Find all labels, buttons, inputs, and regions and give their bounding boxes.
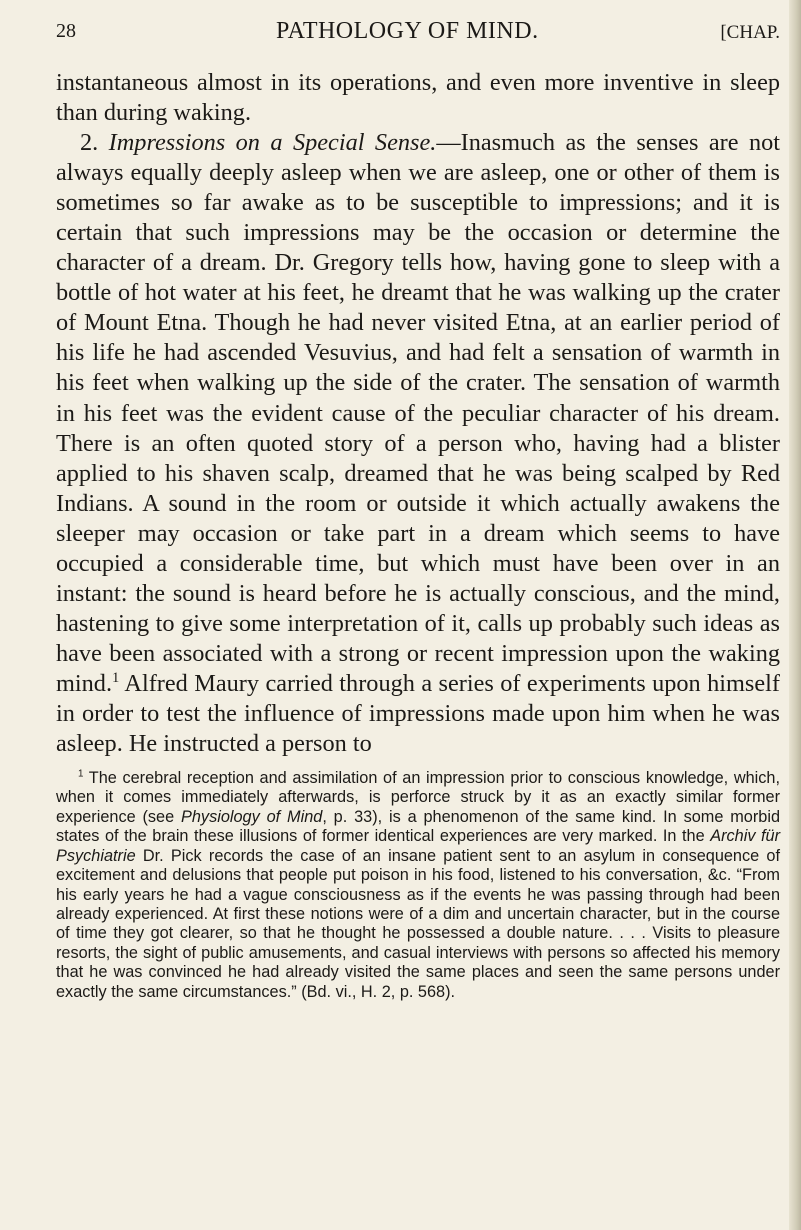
heading-dash: — (436, 129, 461, 157)
running-header (56, 14, 780, 54)
footnote-citation-1: Physiology of Mind (181, 807, 323, 826)
book-page (56, 14, 780, 1002)
chapter-marker: [CHAP. (720, 22, 780, 43)
paragraph-text: Inasmuch as the senses are not always equally deeply asleep when we are asleep, one or other of them is sometimes so far awake as to be susceptible to impressions; and it is certain that such impressions may be the occasion or determine the character of a dream. Dr. Gregory tells how, having gone to sleep with a bottle of hot water at his feet, he dreamt that he was walking up the crater of Mount Etna. Though he had never visited Etna, at an earlier period of his life he had ascended Vesuvius, and had felt a sensation of warmth in his feet when walking up the side of the crater. The sensation of warmth in his feet was the evident cause of the peculiar character of his dream. There is an often quoted story of a person who, having had a blister applied to his shaven scalp, dreamed that he was being scalped by Red Indians. A sound in the room or outside it which actually awakens the sleeper may occasion or take part in a dream which seems to have occupied a considerable time, but which must have been over in an instant: the sound is heard before he is actually conscious, and the mind, hastening to give some interpretation of it, calls up probably such ideas as have been associated with a strong or recent impression upon the waking mind. (56, 129, 780, 697)
footnote-text-1: The cerebral reception and assimilation of an impression prior to conscious knowledge, which, when it comes immediately afterwards, is perforce struck by it as an exactly similar former experience (see (56, 769, 780, 826)
section-heading: Impressions on a Special Sense. (108, 129, 437, 157)
footnote-citation-2: Archiv für Psychiatrie (56, 827, 780, 865)
paragraph-impressions (56, 128, 780, 759)
footnote-text-2: , p. 33), is a phenomenon of the same kind. In some morbid states of the brain these illusions of former identical experiences are very marked. In the (56, 807, 781, 846)
section-number: 2. (80, 129, 109, 157)
footnote-text-3: Dr. Pick records the case of an insane patient sent to an asylum in consequence of excitement and delusions that people put poison in his food, listened to his conversation, &c. “From his early years he had a vague consciousness as if the events he was passing through had been already experienced. At first these notions were of a dim and uncertain character, but in the course of time they got clearer, so that he thought he possessed a double nature. . . . Visits to pleasure resorts, the sight of public amusements, and casual interviews with persons so affected his memory that he was convinced he had already visited the same places and seen the same persons under exactly the same circumstances.” (Bd. vi., H. 2, p. 568). (56, 846, 780, 1001)
footnote-ref: 1 (112, 669, 120, 686)
footnote-marker: 1 (78, 768, 84, 780)
paragraph-continued: instantaneous almost in its operations, and even more inventive in sleep than during waking. (56, 69, 780, 127)
page-edge (789, 0, 801, 1230)
footnote (56, 769, 780, 1002)
running-title: PATHOLOGY OF MIND. (276, 18, 539, 44)
paragraph-text-continued: Alfred Maury carried through a series of experiments upon himself in order to test the influence of impressions made upon him when he was asleep. He instructed a person to (56, 669, 780, 758)
main-text (56, 68, 780, 759)
page-number: 28 (56, 20, 76, 42)
